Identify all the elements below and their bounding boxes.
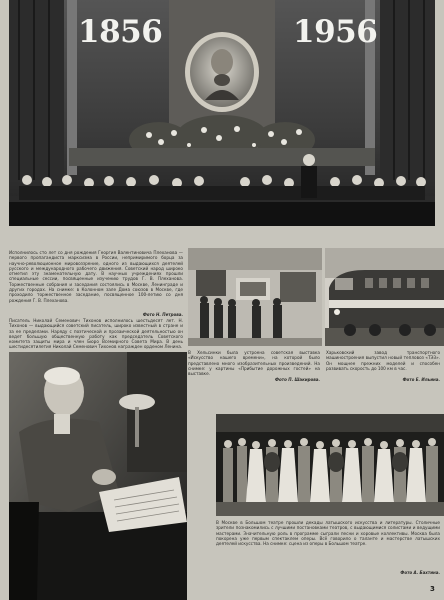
credit-locomotive: Фото Е. Ильина.	[402, 377, 440, 382]
credit-plekhanov: Фото Н. Петрова.	[142, 312, 183, 317]
year-left-label: 1856	[78, 14, 163, 50]
caption-plekhanov: Исполнилось сто лет со дня рождения Георгия Валентиновича Плеханова — первого пропагандиста марксизма в России, непримиримого борца за научно-революционное мировоззрение, одного из выдающихся деятелей русского и международного рабочего движения. Советский народ широко отметил эту знаменательную дату. В научных учреждениях прошли специальные сессии, посвященные изучению трудов Г. В. Плеханова. Торжественные собрания и заседания состоялись в Москве, Ленинграде и других городах. На снимке: в Колонном зале Дома союзов в Москве, где проходило торжественное заседание, посвященное 100-летию со дня рождения Г. В. Плеханова.	[9, 250, 183, 303]
caption-exhibition: В Хельсинки была устроена советская выставка «Искусство нашего времени», на которой было представлено много изобразительных произведений. На снимке: у картины «Прибытие дорожных гостей» на выставке.	[188, 350, 320, 376]
photo-locomotive	[325, 248, 444, 346]
caption-tikhonov: Писатель Николай Семенович Тихонов исполнилось шестьдесят лет. Н. Тихонов — выдающийся советский писатель, широко известный в стране и за ее пределами. Наряду с поэтической и прозаической деятельностью он ведет большую общественную работу как председатель Советского комитета защиты мира и член Бюро Всемирного Совета Мира. В день шестидесятилетия Николай Семенович Тихонов награжден орденом Ленина.	[9, 318, 183, 350]
photo-latvian-theatre	[216, 414, 444, 516]
credit-theatre: Фото А. Бахтина.	[400, 570, 440, 575]
year-right-label: 1956	[293, 14, 378, 50]
photo-plekhanov-session	[9, 0, 435, 226]
caption-theatre: В Москве в Большом театре прошли декады латышского искусства и литературы. Столичные зрители познакомились с лучшими постановками театров, с выдающимися солистами и ведущими мастерами. Значительную роль в программе сыграли песни и хоровые коллективы. Москва была покорена уже первым спектаклем оперы. Всё говорило о таланте и мастерстве латышских деятелей искусства. На снимке: сцена из оперы в Большом театре.	[216, 520, 440, 547]
page-number: 3	[430, 585, 435, 593]
photo-helsinki-exhibition	[188, 248, 322, 346]
credit-exhibition: Фото П. Шакирова.	[275, 377, 320, 382]
photo-tikhonov-portrait	[9, 352, 187, 600]
caption-locomotive: Харьковский завод транспортного машиностроения выпустил новый тепловоз «ТЭ3». Он мощнее прежних моделей и способен развивать скорость до 100 км в час.	[326, 350, 440, 371]
